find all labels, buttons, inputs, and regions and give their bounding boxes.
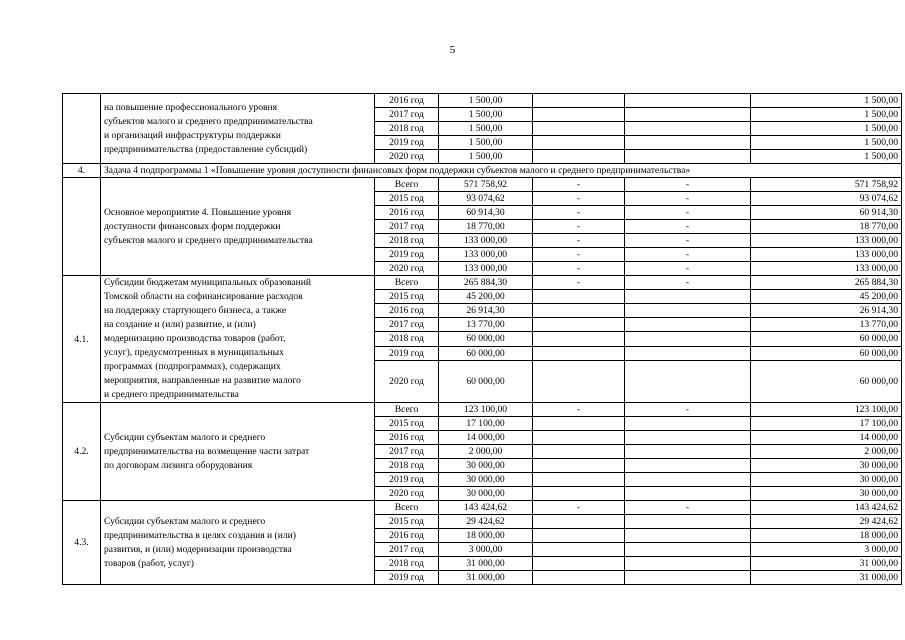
- year-cell: 2018 год: [375, 332, 439, 346]
- federal-cell: -: [533, 220, 625, 234]
- year-cell: 2020 год: [375, 262, 439, 276]
- total-cell: 30 000,00: [439, 459, 533, 473]
- total-cell: 29 424,62: [439, 515, 533, 529]
- total-cell: 18 770,00: [439, 220, 533, 234]
- year-cell: 2019 год: [375, 248, 439, 262]
- total-cell: 3 000,00: [439, 543, 533, 557]
- year-cell: 2019 год: [375, 473, 439, 487]
- regional-cell: [625, 543, 751, 557]
- year-cell: Всего: [375, 403, 439, 417]
- year-cell: 2020 год: [375, 487, 439, 501]
- federal-cell: -: [533, 403, 625, 417]
- year-cell: 2016 год: [375, 94, 439, 108]
- total-cell: 30 000,00: [439, 473, 533, 487]
- item-name-line: предпринимательства (предоставление субсидий): [104, 143, 308, 155]
- federal-cell: -: [533, 501, 625, 515]
- federal-cell: [533, 543, 625, 557]
- federal-cell: [533, 122, 625, 136]
- year-cell: Всего: [375, 501, 439, 515]
- regional-cell: [625, 122, 751, 136]
- item-name-line: развития, и (или) модернизации производства: [104, 543, 292, 555]
- total-cell: 60 000,00: [439, 360, 533, 402]
- amount-cell: 14 000,00: [751, 431, 902, 445]
- total-cell: 571 758,92: [439, 178, 533, 192]
- regional-cell: -: [625, 276, 751, 290]
- year-cell: 2016 год: [375, 529, 439, 543]
- budget-table: [62, 93, 902, 585]
- year-cell: 2015 год: [375, 192, 439, 206]
- item-name-line: Субсидии бюджетам муниципальных образований: [104, 277, 312, 288]
- federal-cell: [533, 318, 625, 332]
- item-name-line: Субсидии субъектам малого и среднего: [104, 515, 266, 527]
- year-cell: 2016 год: [375, 431, 439, 445]
- federal-cell: [533, 108, 625, 122]
- table-row: [63, 94, 902, 108]
- amount-cell: 1 500,00: [751, 108, 902, 122]
- year-cell: 2018 год: [375, 557, 439, 571]
- federal-cell: -: [533, 192, 625, 206]
- federal-cell: [533, 557, 625, 571]
- total-cell: 13 770,00: [439, 318, 533, 332]
- item-name-line: на поддержку стартующего бизнеса, а также: [104, 305, 287, 316]
- table-row: [63, 403, 902, 417]
- year-cell: Всего: [375, 178, 439, 192]
- total-cell: 143 424,62: [439, 501, 533, 515]
- year-cell: 2016 год: [375, 304, 439, 318]
- item-name-line: программах (подпрограммах), содержащих: [104, 361, 281, 372]
- regional-cell: -: [625, 206, 751, 220]
- federal-cell: [533, 459, 625, 473]
- regional-cell: [625, 417, 751, 431]
- item-name-line: и организаций инфраструктуры поддержки: [104, 129, 281, 141]
- total-cell: 1 500,00: [439, 94, 533, 108]
- task-title: Задача 4 подпрограммы 1 «Повышение уровня доступности финансовых форм поддержки субъектов малого и среднего предпринимательства»: [101, 164, 902, 178]
- amount-cell: 133 000,00: [751, 234, 902, 248]
- year-cell: 2015 год: [375, 515, 439, 529]
- regional-cell: -: [625, 248, 751, 262]
- amount-cell: 29 424,62: [751, 515, 902, 529]
- federal-cell: -: [533, 248, 625, 262]
- year-cell: 2015 год: [375, 290, 439, 304]
- item-name-line: и среднего предпринимательства: [104, 389, 239, 400]
- amount-cell: 30 000,00: [751, 487, 902, 501]
- federal-cell: [533, 360, 625, 402]
- year-cell: 2018 год: [375, 234, 439, 248]
- total-cell: 17 100,00: [439, 417, 533, 431]
- year-cell: 2020 год: [375, 360, 439, 402]
- regional-cell: -: [625, 192, 751, 206]
- year-cell: 2018 год: [375, 122, 439, 136]
- regional-cell: [625, 487, 751, 501]
- amount-cell: 143 424,62: [751, 501, 902, 515]
- amount-cell: 1 500,00: [751, 136, 902, 150]
- amount-cell: 31 000,00: [751, 557, 902, 571]
- regional-cell: -: [625, 403, 751, 417]
- amount-cell: 3 000,00: [751, 543, 902, 557]
- total-cell: 123 100,00: [439, 403, 533, 417]
- amount-cell: 265 884,30: [751, 276, 902, 290]
- year-cell: 2017 год: [375, 108, 439, 122]
- total-cell: 1 500,00: [439, 108, 533, 122]
- regional-cell: -: [625, 178, 751, 192]
- regional-cell: [625, 332, 751, 346]
- regional-cell: [625, 108, 751, 122]
- amount-cell: 571 758,92: [751, 178, 902, 192]
- year-cell: 2020 год: [375, 150, 439, 164]
- amount-cell: 2 000,00: [751, 445, 902, 459]
- regional-cell: [625, 557, 751, 571]
- item-number: [63, 178, 101, 276]
- regional-cell: [625, 515, 751, 529]
- year-cell: 2015 год: [375, 417, 439, 431]
- amount-cell: 13 770,00: [751, 318, 902, 332]
- item-name-line: на создание и (или) развитие, и (или): [104, 319, 256, 330]
- year-cell: 2019 год: [375, 136, 439, 150]
- federal-cell: -: [533, 234, 625, 248]
- task-row: [63, 164, 902, 178]
- regional-cell: [625, 445, 751, 459]
- amount-cell: 1 500,00: [751, 122, 902, 136]
- total-cell: 45 200,00: [439, 290, 533, 304]
- item-name-line: модернизацию производства товаров (работ,: [104, 333, 286, 344]
- amount-cell: 133 000,00: [751, 262, 902, 276]
- item-number: [63, 94, 101, 164]
- year-cell: 2017 год: [375, 220, 439, 234]
- regional-cell: -: [625, 501, 751, 515]
- amount-cell: 1 500,00: [751, 94, 902, 108]
- federal-cell: [533, 136, 625, 150]
- regional-cell: -: [625, 262, 751, 276]
- federal-cell: -: [533, 262, 625, 276]
- item-name-line: предпринимательства на возмещение части затрат: [104, 445, 310, 457]
- table-row: [63, 178, 902, 192]
- total-cell: 93 074,62: [439, 192, 533, 206]
- item-name-line: Субсидии субъектам малого и среднего: [104, 431, 266, 443]
- amount-cell: 45 200,00: [751, 290, 902, 304]
- item-name-line: по договорам лизинга оборудования: [104, 459, 253, 471]
- federal-cell: [533, 150, 625, 164]
- item-name: [101, 501, 375, 585]
- federal-cell: [533, 473, 625, 487]
- federal-cell: -: [533, 178, 625, 192]
- amount-cell: 26 914,30: [751, 304, 902, 318]
- amount-cell: 60 914,30: [751, 206, 902, 220]
- federal-cell: [533, 515, 625, 529]
- federal-cell: -: [533, 276, 625, 290]
- federal-cell: [533, 290, 625, 304]
- federal-cell: [533, 94, 625, 108]
- federal-cell: -: [533, 206, 625, 220]
- item-name-line: доступности финансовых форм поддержки: [104, 220, 281, 232]
- item-name-line: Основное мероприятие 4. Повышение уровня: [104, 206, 292, 218]
- item-name: [101, 178, 375, 276]
- federal-cell: [533, 417, 625, 431]
- item-number: 4.2.: [63, 403, 101, 501]
- year-cell: 2018 год: [375, 459, 439, 473]
- total-cell: 60 914,30: [439, 206, 533, 220]
- total-cell: 1 500,00: [439, 136, 533, 150]
- item-name: [101, 403, 375, 501]
- total-cell: 2 000,00: [439, 445, 533, 459]
- amount-cell: 1 500,00: [751, 150, 902, 164]
- item-name-line: Томской области на софинансирование расходов: [104, 291, 303, 302]
- amount-cell: 31 000,00: [751, 571, 902, 585]
- total-cell: 133 000,00: [439, 248, 533, 262]
- regional-cell: [625, 346, 751, 360]
- year-cell: 2017 год: [375, 318, 439, 332]
- task-number: 4.: [63, 164, 101, 178]
- total-cell: 30 000,00: [439, 487, 533, 501]
- federal-cell: [533, 304, 625, 318]
- federal-cell: [533, 332, 625, 346]
- budget-table-body: [63, 94, 902, 585]
- regional-cell: [625, 150, 751, 164]
- federal-cell: [533, 346, 625, 360]
- total-cell: 31 000,00: [439, 557, 533, 571]
- amount-cell: 93 074,62: [751, 192, 902, 206]
- regional-cell: [625, 318, 751, 332]
- item-number: 4.3.: [63, 501, 101, 585]
- amount-cell: 60 000,00: [751, 360, 902, 402]
- regional-cell: [625, 94, 751, 108]
- regional-cell: [625, 290, 751, 304]
- amount-cell: 133 000,00: [751, 248, 902, 262]
- item-name-line: на повышение профессионального уровня: [104, 101, 278, 113]
- federal-cell: [533, 487, 625, 501]
- regional-cell: [625, 473, 751, 487]
- total-cell: 1 500,00: [439, 122, 533, 136]
- year-cell: 2019 год: [375, 571, 439, 585]
- item-name: [101, 94, 375, 164]
- federal-cell: [533, 431, 625, 445]
- amount-cell: 18 770,00: [751, 220, 902, 234]
- amount-cell: 30 000,00: [751, 459, 902, 473]
- amount-cell: 123 100,00: [751, 403, 902, 417]
- total-cell: 265 884,30: [439, 276, 533, 290]
- item-name-line: предпринимательства в целях создания и (или): [104, 529, 297, 541]
- total-cell: 18 000,00: [439, 529, 533, 543]
- item-name-line: мероприятия, направленные на развитие малого: [104, 375, 301, 386]
- regional-cell: [625, 136, 751, 150]
- table-row: [63, 276, 902, 290]
- page-number: 5: [449, 44, 456, 56]
- amount-cell: 60 000,00: [751, 346, 902, 360]
- year-cell: 2017 год: [375, 445, 439, 459]
- regional-cell: [625, 304, 751, 318]
- table-row: [63, 501, 902, 515]
- item-number: 4.1.: [63, 276, 101, 403]
- regional-cell: [625, 360, 751, 402]
- regional-cell: [625, 529, 751, 543]
- year-cell: 2016 год: [375, 206, 439, 220]
- item-name-line: товаров (работ, услуг): [104, 557, 194, 569]
- year-cell: Всего: [375, 276, 439, 290]
- item-name-line: субъектов малого и среднего предпринимательства: [104, 234, 313, 246]
- regional-cell: -: [625, 234, 751, 248]
- item-name-line: услуг), предусмотренных в муниципальных: [104, 347, 284, 358]
- total-cell: 26 914,30: [439, 304, 533, 318]
- federal-cell: [533, 571, 625, 585]
- amount-cell: 18 000,00: [751, 529, 902, 543]
- total-cell: 1 500,00: [439, 150, 533, 164]
- item-name-line: субъектов малого и среднего предпринимательства: [104, 115, 313, 127]
- total-cell: 133 000,00: [439, 262, 533, 276]
- federal-cell: [533, 445, 625, 459]
- year-cell: 2017 год: [375, 543, 439, 557]
- total-cell: 31 000,00: [439, 571, 533, 585]
- item-name: [101, 276, 375, 403]
- regional-cell: [625, 571, 751, 585]
- regional-cell: -: [625, 220, 751, 234]
- regional-cell: [625, 459, 751, 473]
- total-cell: 14 000,00: [439, 431, 533, 445]
- year-cell: 2019 год: [375, 346, 439, 360]
- amount-cell: 30 000,00: [751, 473, 902, 487]
- federal-cell: [533, 529, 625, 543]
- total-cell: 60 000,00: [439, 346, 533, 360]
- amount-cell: 60 000,00: [751, 332, 902, 346]
- total-cell: 133 000,00: [439, 234, 533, 248]
- amount-cell: 17 100,00: [751, 417, 902, 431]
- regional-cell: [625, 431, 751, 445]
- total-cell: 60 000,00: [439, 332, 533, 346]
